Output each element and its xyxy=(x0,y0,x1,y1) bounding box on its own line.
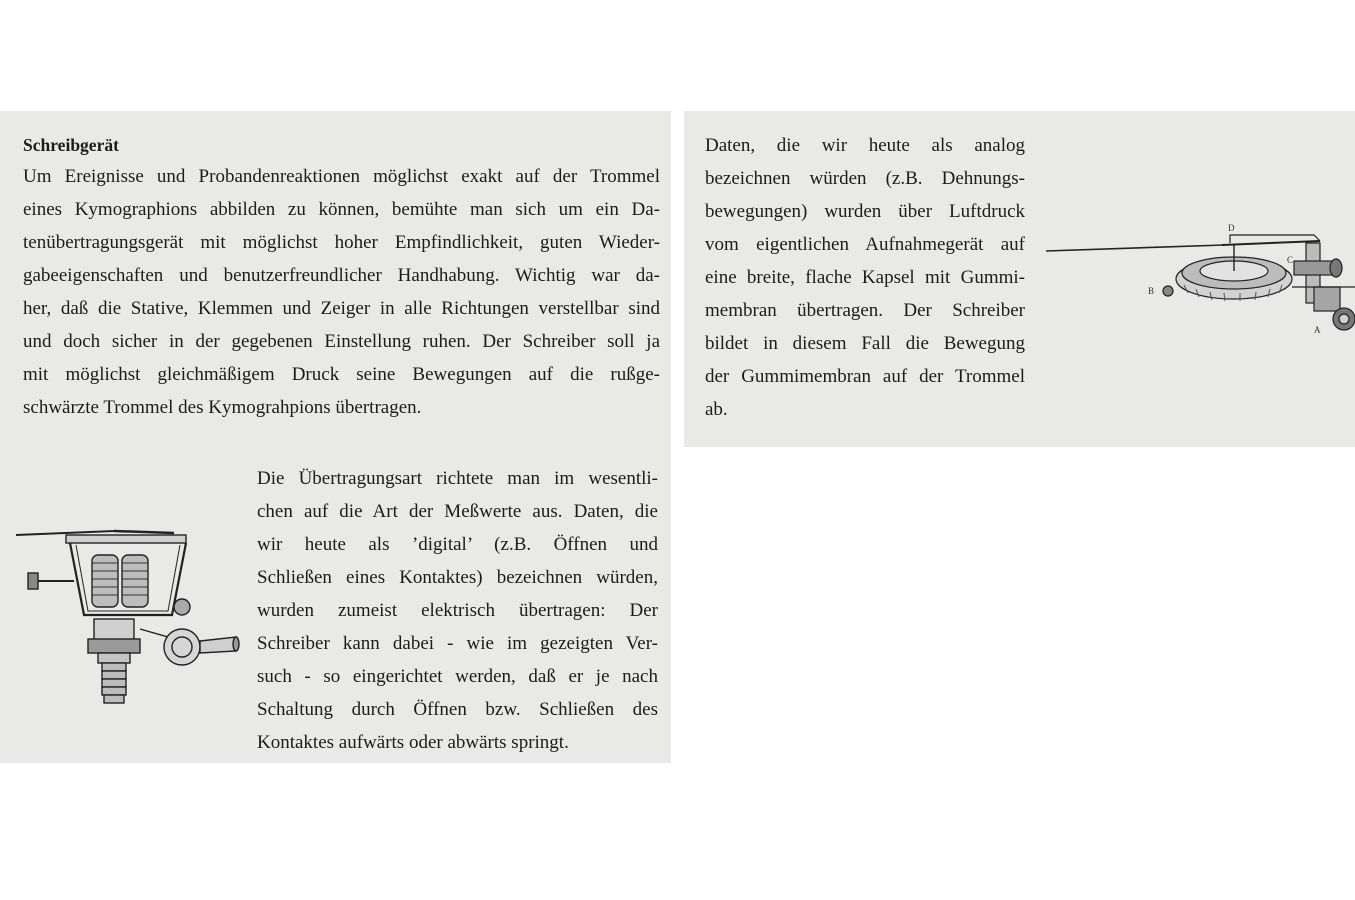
text-line: Um Ereignisse und Probandenreaktionen möglichst exakt auf der Trommel xyxy=(23,166,660,187)
text-line: eines Kymographions abbilden zu können, bemühte man sich um ein Da- xyxy=(23,199,660,220)
text-line: und doch sicher in der gegebenen Einstellung ruhen. Der Schreiber soll ja xyxy=(23,331,660,352)
text-line: wurden zumeist elektrisch übertragen: Der xyxy=(257,600,658,621)
text-line: bildet in diesem Fall die Bewegung xyxy=(705,333,1025,354)
figure-label-b: B xyxy=(1148,286,1155,296)
analog-paragraph xyxy=(705,129,1025,426)
air-capsule-writer-illustration xyxy=(1044,221,1355,351)
left-page xyxy=(0,111,671,763)
text-line: gabeeigenschaften und benutzerfreundlicher Handhabung. Wichtig war da- xyxy=(23,265,660,286)
text-line: ab. xyxy=(705,399,728,420)
text-line: chen auf die Art der Meßwerte aus. Daten, die xyxy=(257,501,658,522)
contact-writer-illustration xyxy=(14,519,242,709)
transfer-paragraph xyxy=(257,462,658,759)
figure-label-d: D xyxy=(1228,223,1235,233)
figure-label-c: C xyxy=(1287,255,1294,265)
section-heading: Schreibgerät xyxy=(23,135,119,155)
text-line: Schaltung durch Öffnen bzw. Schließen des xyxy=(257,699,658,720)
text-line: tenübertragungsgerät mit möglichst hoher Empfindlichkeit, guten Wieder- xyxy=(23,232,660,253)
text-line: bewegungen) wurden über Luftdruck xyxy=(705,201,1025,222)
text-line: Kontaktes aufwärts oder abwärts springt. xyxy=(257,732,569,753)
text-line: her, daß die Stative, Klemmen und Zeiger in alle Richtungen verstellbar sind xyxy=(23,298,660,319)
text-line: membran übertragen. Der Schreiber xyxy=(705,300,1025,321)
text-line: Schließen eines Kontaktes) bezeichnen würden, xyxy=(257,567,658,588)
text-line: schwärzte Trommel des Kymograhpions übertragen. xyxy=(23,397,422,418)
figure-label-a: A xyxy=(1314,325,1321,335)
right-page xyxy=(684,111,1355,447)
text-line: Schreiber kann dabei - wie im gezeigten Ver- xyxy=(257,633,658,654)
text-line: Die Übertragungsart richtete man im wesentli- xyxy=(257,468,658,489)
text-line: wir heute als ’digital’ (z.B. Öffnen und xyxy=(257,534,658,555)
text-line: Daten, die wir heute als analog xyxy=(705,135,1025,156)
text-line: eine breite, flache Kapsel mit Gummi- xyxy=(705,267,1025,288)
text-line: vom eigentlichen Aufnahmegerät auf xyxy=(705,234,1025,255)
text-line: such - so eingerichtet werden, daß er je nach xyxy=(257,666,658,687)
text-line: bezeichnen würden (z.B. Dehnungs- xyxy=(705,168,1025,189)
text-line: der Gummimembran auf der Trommel xyxy=(705,366,1025,387)
intro-paragraph xyxy=(23,160,660,424)
text-line: mit möglichst gleichmäßigem Druck seine Bewegungen auf die rußge- xyxy=(23,364,660,385)
